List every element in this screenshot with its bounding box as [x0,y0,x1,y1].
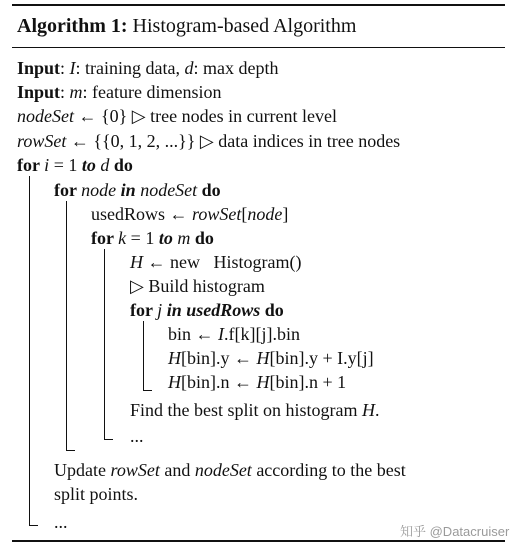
rowset-init-line: rowSet ← {{0, 1, 2, ...}} ▷ data indices in tree nodes [17,131,401,151]
title-rule [12,47,505,48]
new-histogram-line: H ← new Histogram() [130,252,302,272]
indent-bar-for-k [104,249,105,440]
algorithm-title [17,15,356,38]
comment: ▷ data indices in tree nodes [199,131,401,151]
bottom-rule [12,540,505,542]
input-keyword: Input [17,58,61,78]
build-histogram-comment: ▷ Build histogram [130,276,265,296]
for-i-line: for i = 1 to d do [17,155,133,175]
indent-bar-for-i [29,176,30,526]
update-y-line: H[bin].y ← H[bin].y + I.y[j] [168,348,374,368]
update-line-2: split points. [54,484,139,504]
comment: ▷ tree nodes in current level [131,106,338,126]
nodeset-init-line: nodeSet ← {0} ▷ tree nodes in current level [17,106,338,126]
indent-bar-for-j [143,321,144,391]
update-line-1: Update rowSet and nodeSet according to the best [54,460,406,480]
top-rule [12,4,505,6]
used-rows-line: usedRows ← rowSet[node] [91,204,289,224]
algorithm-name: Histogram-based Algorithm [132,15,357,37]
indent-tick-for-node [66,450,75,451]
outer-ellipsis: ... [54,512,68,532]
algorithm-label: Algorithm 1: [17,15,128,37]
input-line-2: Input: m: feature dimension [17,82,222,102]
find-split-line: Find the best split on histogram H. [130,400,380,420]
indent-tick-for-i [29,525,38,526]
input-line-1: Input: I: training data, d: max depth [17,58,279,78]
indent-tick-for-k [104,439,113,440]
inner-ellipsis: ... [130,426,144,446]
indent-tick-for-j [143,390,152,391]
for-j-line: for j in usedRows do [130,300,284,320]
update-n-line: H[bin].n ← H[bin].n + 1 [168,372,347,392]
for-k-line: for k = 1 to m do [91,228,214,248]
for-node-line: for node in nodeSet do [54,180,221,200]
bin-line: bin ← I.f[k][j].bin [168,324,300,344]
input-keyword: Input [17,82,61,102]
watermark: 知乎 @Datacruiser [400,524,510,539]
indent-bar-for-node [66,201,67,451]
